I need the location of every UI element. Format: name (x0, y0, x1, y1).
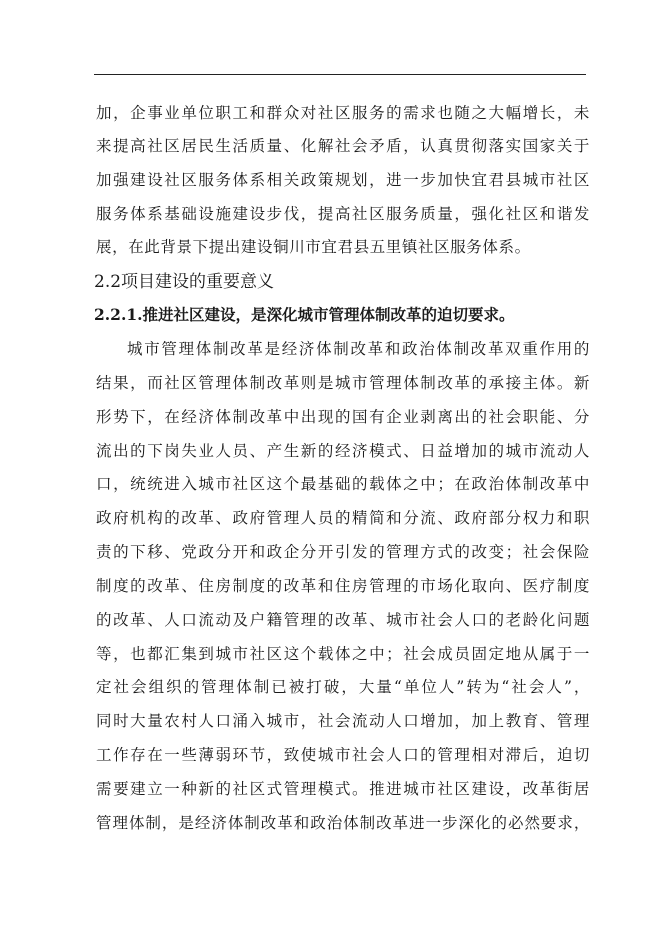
text-line: 形势下，在经济体制改革中出现的国有企业剥离出的社会职能、分 (96, 408, 590, 426)
text-line: 管理体制，是经济体制改革和政治体制改革进一步深化的必然要求， (96, 814, 590, 832)
text-line: 制度的改革、住房制度的改革和住房管理的市场化取向、医疗制度 (96, 577, 590, 595)
text-line: 展，在此背景下提出建设铜川市宜君县五里镇社区服务体系。 (96, 238, 531, 256)
text-line: 城市管理体制改革是经济体制改革和政治体制改革双重作用的 (127, 340, 590, 358)
text-line: 的改革、人口流动及户籍管理的改革、城市社会人口的老龄化问题 (96, 611, 590, 629)
text-line: 工作存在一些薄弱环节，致使城市社会人口的管理相对滞后，迫切 (96, 746, 590, 764)
text-line: 结果，而社区管理体制改革则是城市管理体制改革的承接主体。新 (96, 374, 590, 392)
text-line: 定社会组织的管理体制已被打破，大量“单位人”转为“社会人”， (96, 678, 590, 696)
text-line: 口，统统进入城市社区这个最基础的载体之中；在政治体制改革中 (96, 475, 590, 493)
subsection-heading: 2.2.1.推进社区建设，是深化城市管理体制改革的迫切要求。 (94, 305, 515, 324)
text-line: 同时大量农村人口涌入城市，社会流动人口增加，加上教育、管理 (96, 712, 590, 730)
text-line: 加，企事业单位职工和群众对社区服务的需求也随之大幅增长，未 (96, 104, 590, 122)
text-line: 流出的下岗失业人员、产生新的经济模式、日益增加的城市流动人 (96, 442, 590, 460)
text-line: 等，也都汇集到城市社区这个载体之中；社会成员固定地从属于一 (96, 645, 590, 663)
text-line: 政府机构的改革、政府管理人员的精简和分流、政府部分权力和职 (96, 509, 590, 527)
text-line: 责的下移、党政分开和政企分开引发的管理方式的改变；社会保险 (96, 543, 590, 561)
header-rule (94, 74, 586, 75)
text-line: 加强建设社区服务体系相关政策规划，进一步加快宜君县城市社区 (96, 171, 590, 189)
text-line: 需要建立一种新的社区式管理模式。推进城市社区建设，改革街居 (96, 780, 590, 798)
text-line: 服务体系基础设施建设步伐，提高社区服务质量，强化社区和谐发 (96, 205, 590, 223)
section-heading: 2.2项目建设的重要意义 (94, 272, 275, 292)
text-line: 来提高社区居民生活质量、化解社会矛盾，认真贯彻落实国家关于 (96, 137, 590, 155)
